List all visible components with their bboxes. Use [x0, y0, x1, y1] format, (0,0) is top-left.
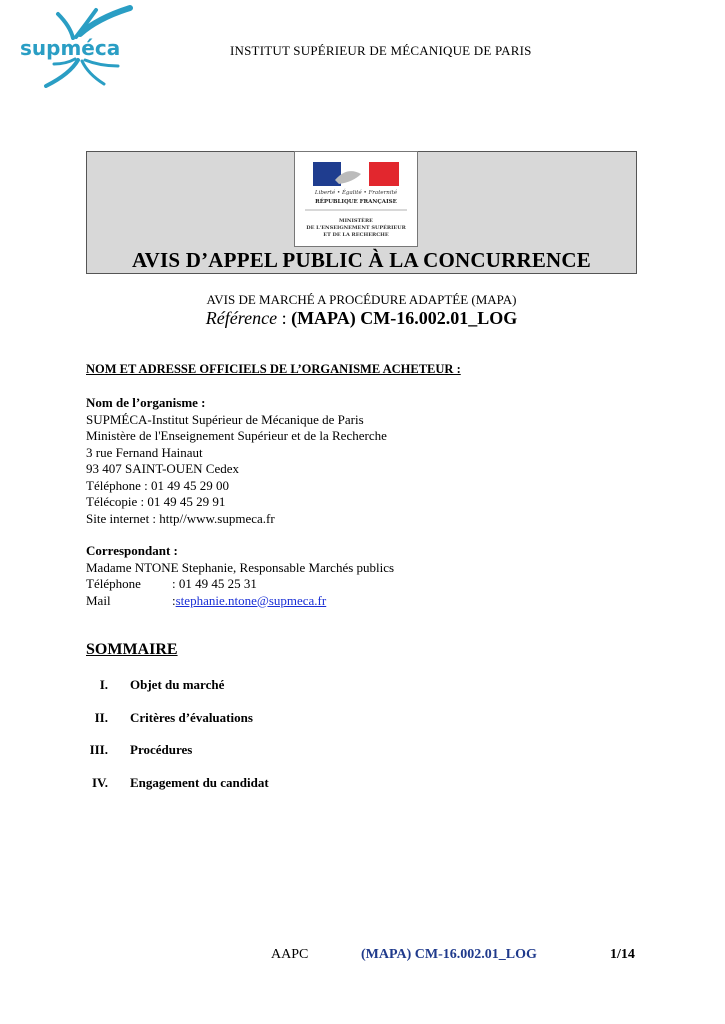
correspondent-block [86, 543, 394, 609]
phone-value: : 01 49 45 25 31 [172, 576, 257, 591]
reference-label: Référence [205, 308, 278, 328]
toc-number: III. [89, 742, 108, 757]
mail-key: Mail [86, 592, 111, 608]
reference-separator: : [277, 308, 292, 328]
toc-label: Objet du marché [130, 677, 225, 692]
ministry-line-2: DE L'ENSEIGNEMENT SUPÉRIEUR [306, 225, 406, 231]
marianne-motto: Liberté • Égalité • Fraternité [314, 190, 398, 196]
toc-number: I. [99, 677, 108, 692]
supmeca-logo-graphic [18, 4, 150, 88]
org-line: Site internet : http//www.supmeca.fr [86, 510, 275, 526]
page-number: 1/14 [610, 947, 635, 962]
correspondent-name: Madame NTONE Stephanie, Responsable Marchés publics [86, 559, 395, 575]
org-line: 93 407 SAINT-OUEN Cedex [86, 461, 239, 476]
correspondent-label: Correspondant : [86, 543, 178, 558]
org-line: Télécopie : 01 49 45 29 91 [86, 494, 226, 509]
document-title: AVIS D’APPEL PUBLIC À LA CONCURRENCE [132, 248, 591, 272]
title-banner [86, 151, 637, 274]
section-heading: NOM ET ADRESSE OFFICIELS DE L’ORGANISME ACHETEUR : [86, 362, 461, 376]
sommaire-title: SOMMAIRE [86, 641, 178, 658]
phone-key: Téléphone [86, 576, 141, 591]
toc-number: II. [94, 710, 108, 725]
mail-separator: : [172, 592, 176, 608]
marianne-icon [295, 152, 417, 246]
republique-francaise-logo [294, 151, 418, 247]
reference-line [86, 308, 637, 329]
ministry-line-3: ET DE LA RECHERCHE [323, 232, 389, 238]
org-line: SUPMÉCA-Institut Supérieur de Mécanique de Paris [86, 411, 364, 427]
org-line: Téléphone : 01 49 45 29 00 [86, 477, 229, 493]
logo-wordmark: supméca [20, 36, 121, 60]
mail-row [86, 593, 394, 610]
organisation-block [86, 395, 387, 527]
supmeca-logo [18, 4, 150, 88]
org-line: 3 rue Fernand Hainaut [86, 444, 203, 460]
mail-link[interactable]: stephanie.ntone@supmeca.fr [175, 592, 327, 608]
reference-value: (MAPA) CM-16.002.01_LOG [291, 308, 518, 328]
toc-number: IV. [91, 775, 108, 790]
procedure-subtitle: AVIS DE MARCHÉ A PROCÉDURE ADAPTÉE (MAPA) [206, 292, 517, 307]
institution-name: INSTITUT SUPÉRIEUR DE MÉCANIQUE DE PARIS [230, 43, 532, 58]
footer-reference: (MAPA) CM-16.002.01_LOG [361, 947, 537, 962]
ministry-line-1: MINISTÈRE [339, 218, 373, 224]
organisation-label: Nom de l’organisme : [86, 395, 206, 410]
marianne-republic: RÉPUBLIQUE FRANÇAISE [315, 199, 397, 205]
phone-row [86, 576, 394, 593]
toc-label: Engagement du candidat [130, 775, 269, 790]
toc-label: Critères d’évaluations [130, 710, 253, 725]
org-line: Ministère de l'Enseignement Supérieur et de la Recherche [86, 428, 387, 443]
toc-label: Procédures [130, 742, 193, 757]
footer-label: AAPC [271, 947, 309, 962]
